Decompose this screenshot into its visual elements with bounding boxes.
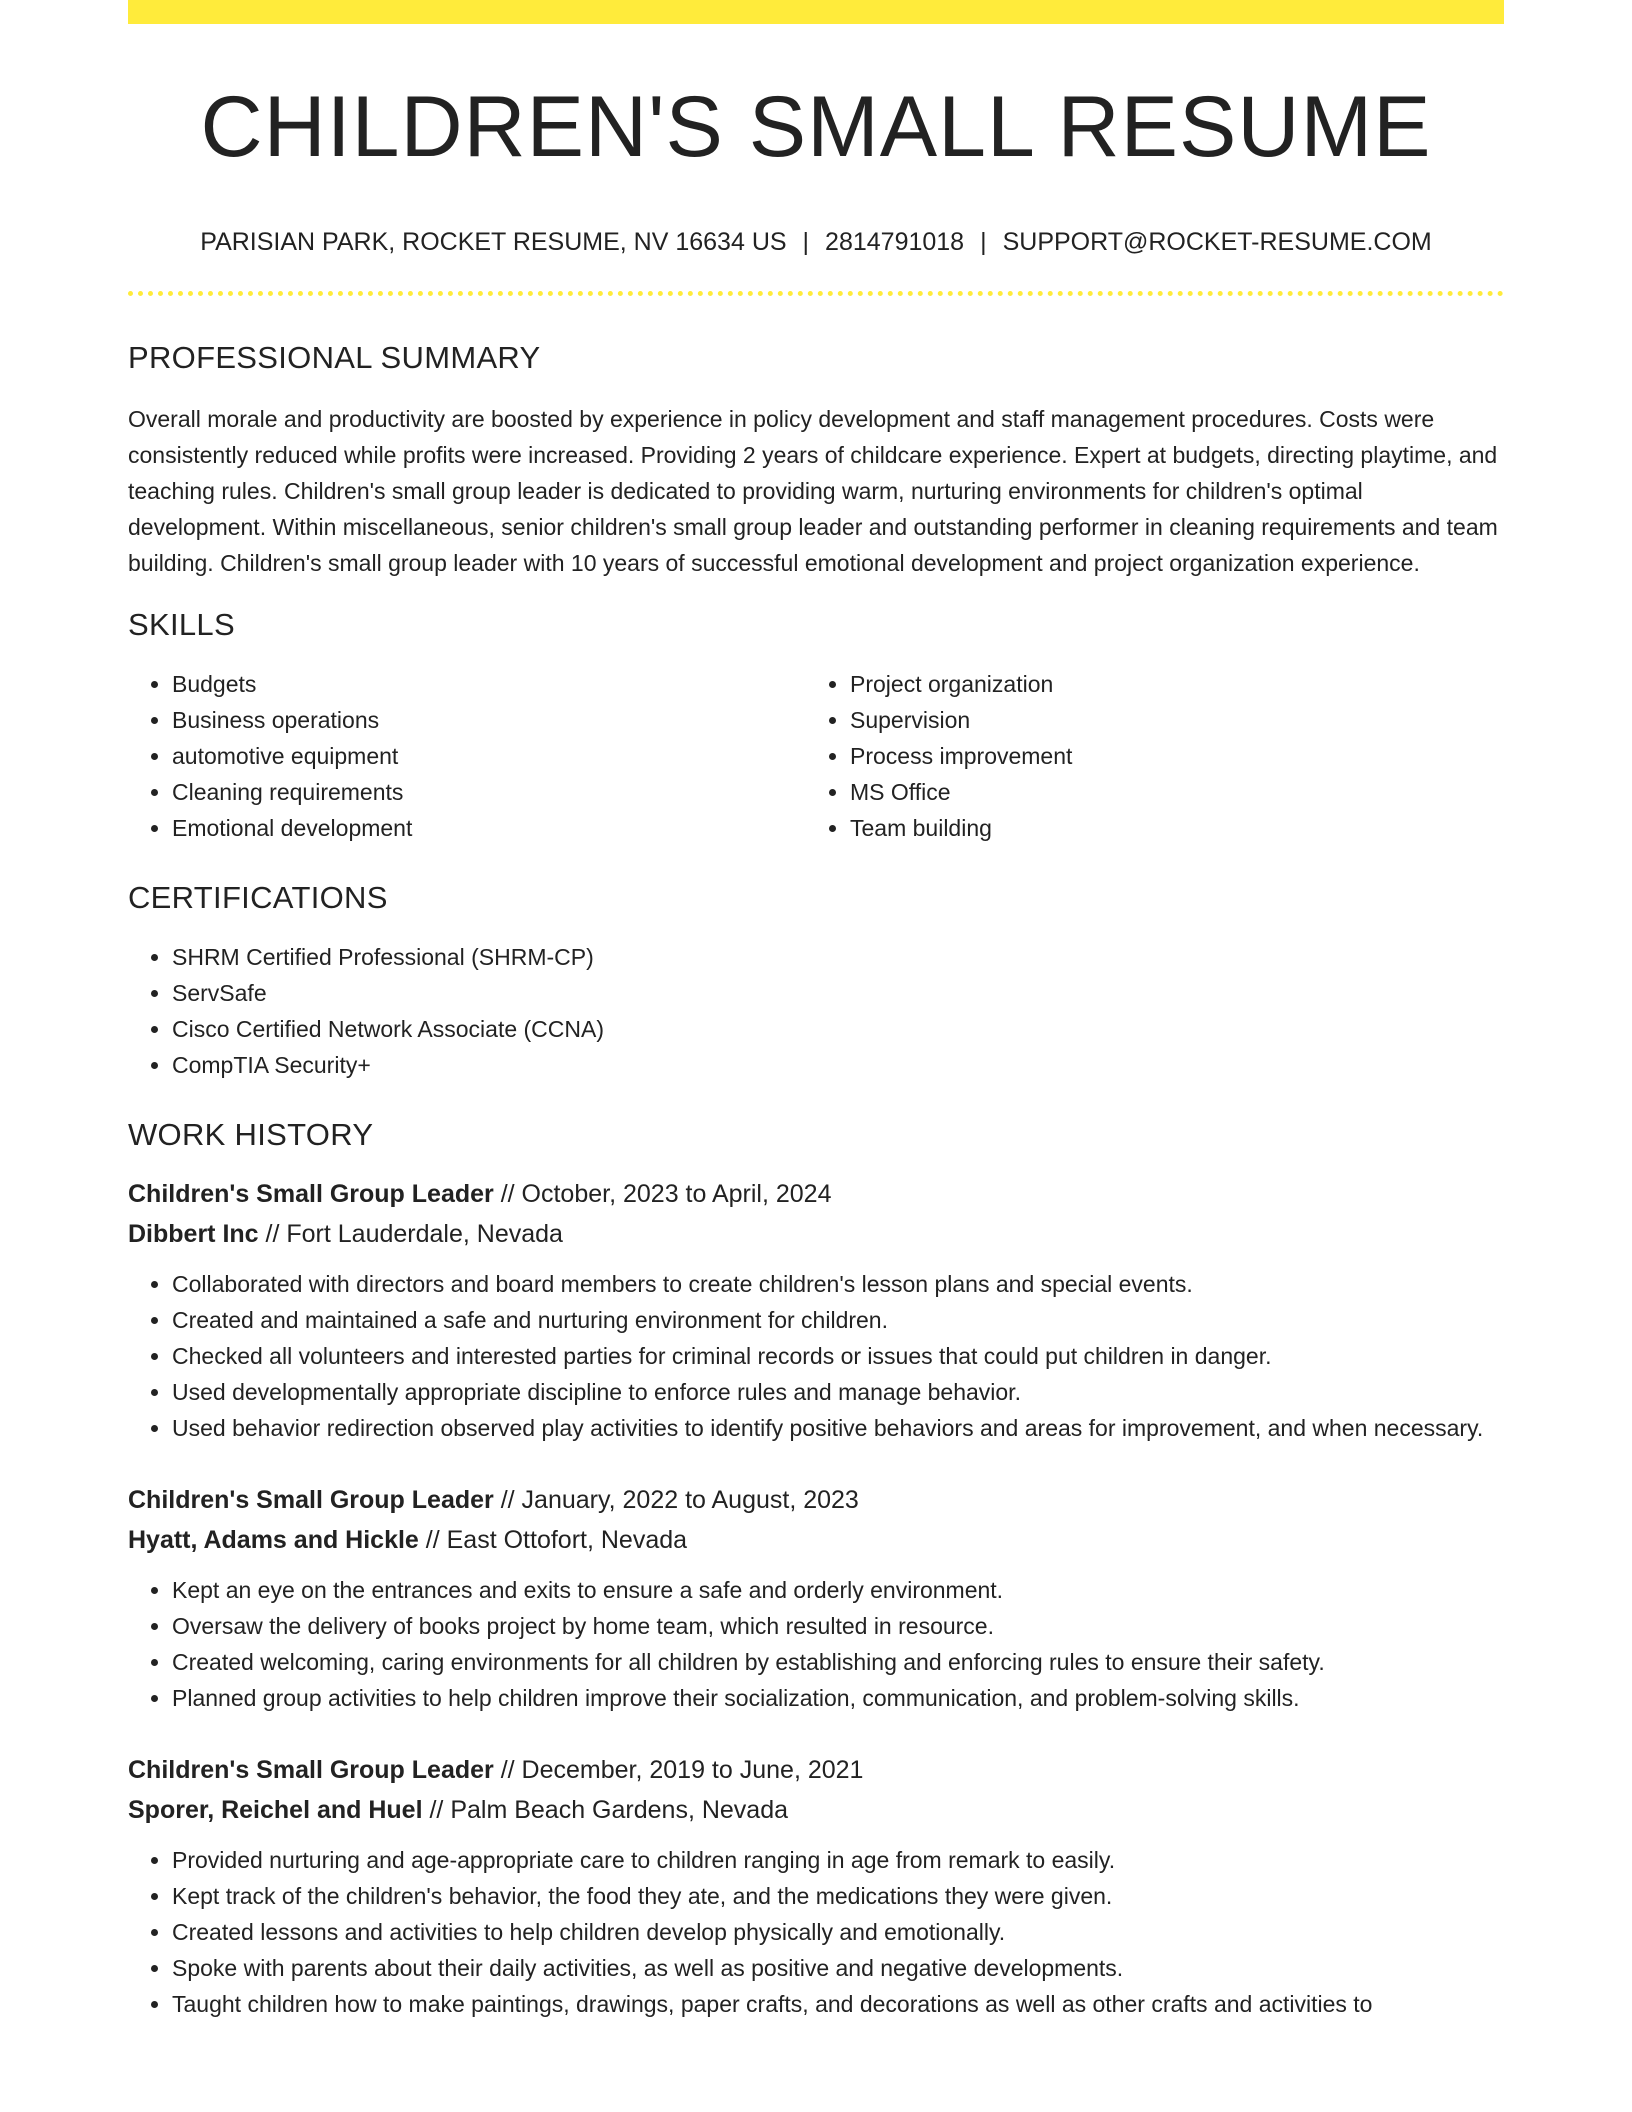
job-entry bbox=[128, 1480, 1504, 1716]
job-company: Hyatt, Adams and Hickle bbox=[128, 1526, 419, 1554]
summary-text: Overall morale and productivity are boosted by experience in policy development and staff management procedures. Costs were consistently reduced while profits were increased. Providing 2 years of childcare experience. Expert at budgets, directing playtime, and teaching rules. Children's small group leader is dedicated to providing warm, nurturing environments for children's optimal development. Within miscellaneous, senior children's small group leader and outstanding performer in cleaning requirements and team building. Children's small group leader with 10 years of successful emotional development and project organization experience. bbox=[128, 406, 1498, 576]
skill-item: • Emotional development bbox=[172, 810, 806, 846]
job-entry bbox=[128, 1174, 1504, 1446]
job-bullet: • Provided nurturing and age-appropriate care to children ranging in age from remark to easily. bbox=[172, 1842, 1504, 1878]
job-bullet: • Planned group activities to help children improve their socialization, communication, and problem-solving skills. bbox=[172, 1680, 1504, 1716]
skill-item: • Business operations bbox=[172, 702, 806, 738]
work-history-title: WORK HISTORY bbox=[128, 1117, 374, 1152]
job-bullets bbox=[128, 1842, 1504, 2022]
job-bullets bbox=[128, 1572, 1504, 1716]
job-location: // East Ottofort, Nevada bbox=[425, 1526, 688, 1554]
certification-item: • SHRM Certified Professional (SHRM-CP) bbox=[172, 939, 1504, 975]
job-company: Sporer, Reichel and Huel bbox=[128, 1796, 423, 1824]
skills-title: SKILLS bbox=[128, 607, 235, 642]
contact-phone: 2814791018 bbox=[825, 228, 965, 256]
skills-left-list bbox=[128, 666, 806, 846]
job-bullet: • Created welcoming, caring environments for all children by establishing and enforcing rules to ensure their safety. bbox=[172, 1644, 1504, 1680]
job-bullet: • Oversaw the delivery of books project by home team, which resulted in resource. bbox=[172, 1608, 1504, 1644]
job-location: // Palm Beach Gardens, Nevada bbox=[429, 1796, 789, 1824]
job-role: Children's Small Group Leader bbox=[128, 1486, 494, 1514]
job-role-line bbox=[128, 1480, 1504, 1520]
job-role: Children's Small Group Leader bbox=[128, 1756, 494, 1784]
skill-item: • Supervision bbox=[850, 702, 1484, 738]
contact-separator: | bbox=[980, 228, 987, 256]
skills-grid bbox=[128, 666, 1504, 846]
skill-item: • automotive equipment bbox=[172, 738, 806, 774]
top-accent-bar bbox=[128, 0, 1504, 24]
contact-email: SUPPORT@ROCKET-RESUME.COM bbox=[1002, 228, 1432, 256]
job-company: Dibbert Inc bbox=[128, 1220, 259, 1248]
job-bullet: • Taught children how to make paintings, drawings, paper crafts, and decorations as well as other crafts and activities to bbox=[172, 1986, 1504, 2022]
resume-name: CHILDREN'S SMALL RESUME bbox=[200, 79, 1432, 175]
job-bullet: • Used behavior redirection observed play activities to identify positive behaviors and areas for improvement, and when necessary. bbox=[172, 1410, 1504, 1446]
job-bullet: • Created lessons and activities to help children develop physically and emotionally. bbox=[172, 1914, 1504, 1950]
job-bullet: • Collaborated with directors and board members to create children's lesson plans and special events. bbox=[172, 1266, 1504, 1302]
certification-item: • ServSafe bbox=[172, 975, 1504, 1011]
job-bullet: • Spoke with parents about their daily activities, as well as positive and negative developments. bbox=[172, 1950, 1504, 1986]
dotted-divider bbox=[128, 291, 1504, 296]
job-dates: // October, 2023 to April, 2024 bbox=[500, 1180, 832, 1208]
job-bullet: • Kept track of the children's behavior, the food they ate, and the medications they were given. bbox=[172, 1878, 1504, 1914]
resume-page bbox=[128, 0, 1504, 2022]
contact-separator: | bbox=[802, 228, 810, 256]
job-location: // Fort Lauderdale, Nevada bbox=[265, 1220, 563, 1248]
skill-item: • Team building bbox=[850, 810, 1484, 846]
job-role-line bbox=[128, 1750, 1504, 1790]
job-company-line bbox=[128, 1520, 1504, 1560]
job-bullet: • Used developmentally appropriate discipline to enforce rules and manage behavior. bbox=[172, 1374, 1504, 1410]
skill-item: • Project organization bbox=[850, 666, 1484, 702]
job-dates: // January, 2022 to August, 2023 bbox=[500, 1486, 859, 1514]
job-dates: // December, 2019 to June, 2021 bbox=[500, 1756, 864, 1784]
job-bullet: • Created and maintained a safe and nurturing environment for children. bbox=[172, 1302, 1504, 1338]
job-bullet: • Kept an eye on the entrances and exits to ensure a safe and orderly environment. bbox=[172, 1572, 1504, 1608]
contact-line bbox=[128, 228, 1504, 257]
job-entry bbox=[128, 1750, 1504, 2022]
summary-title: PROFESSIONAL SUMMARY bbox=[128, 340, 541, 375]
skill-item: • Cleaning requirements bbox=[172, 774, 806, 810]
job-company-line bbox=[128, 1790, 1504, 1830]
job-role: Children's Small Group Leader bbox=[128, 1180, 494, 1208]
skill-item: • Process improvement bbox=[850, 738, 1484, 774]
job-bullets bbox=[128, 1266, 1504, 1446]
skills-right-list bbox=[806, 666, 1484, 846]
job-company-line bbox=[128, 1214, 1504, 1254]
skill-item: • MS Office bbox=[850, 774, 1484, 810]
certification-item: • CompTIA Security+ bbox=[172, 1047, 1504, 1083]
job-role-line bbox=[128, 1174, 1504, 1214]
contact-address: PARISIAN PARK, ROCKET RESUME, NV 16634 US bbox=[200, 228, 787, 256]
certifications-list bbox=[128, 939, 1504, 1083]
certifications-title: CERTIFICATIONS bbox=[128, 880, 388, 915]
skill-item: • Budgets bbox=[172, 666, 806, 702]
job-bullet: • Checked all volunteers and interested parties for criminal records or issues that could put children in danger. bbox=[172, 1338, 1504, 1374]
certification-item: • Cisco Certified Network Associate (CCNA) bbox=[172, 1011, 1504, 1047]
